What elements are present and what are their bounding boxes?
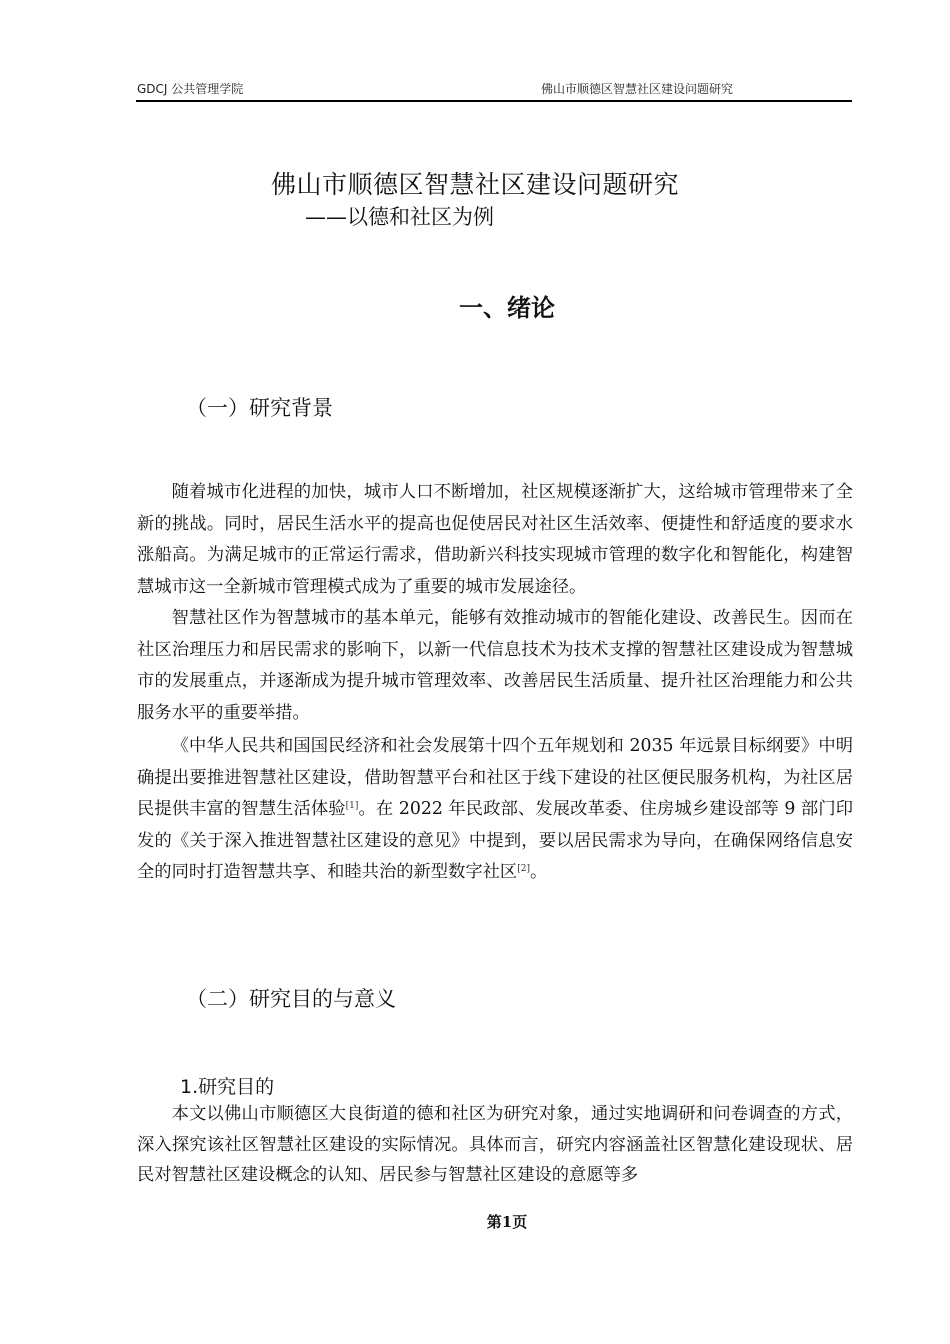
paragraph-3-text-c: 。 <box>529 862 548 882</box>
body-paragraph-4: 本文以佛山市顺德区大良街道的德和社区为研究对象，通过实地调研和问卷调查的方式，深入探究该社区智慧社区建设的实际情况。具体而言，研究内容涵盖社区智慧化建设现状、居民对智慧社区建设概念的认知、居民参与智慧社区建设的意愿等多 <box>137 1104 853 1185</box>
section-heading-background: （一）研究背景 <box>186 396 333 420</box>
section-heading-purpose: （二）研究目的与意义 <box>186 987 396 1011</box>
chapter-heading: 一、绪论 <box>459 294 555 322</box>
subsection-heading-purpose: 1.研究目的 <box>180 1076 275 1098</box>
paper-title: 佛山市顺德区智慧社区建设问题研究 <box>270 170 679 199</box>
paragraph-3-text-a: 《中华人民共和国国民经济和社会发展第十四个五年规划和 2035 年远景目标纲要》中明确提出要推进智慧社区建设，借助智慧平台和社区于线下建设的社区便民服务机构，为社区居民提供丰富的智慧生活体验 <box>137 736 853 819</box>
page-number: 第1页 <box>486 1213 528 1231</box>
paragraph-3-text-b: 。在 2022 年民政部、发展改革委、住房城乡建设部等 9 部门印发的《关于深入推进智慧社区建设的意见》中提到，要以居民需求为导向，在确保网络信息安全的同时打造智慧共享、和睦共治的新型数字社区 <box>137 799 853 882</box>
body-paragraph-1: 随着城市化进程的加快，城市人口不断增加，社区规模逐渐扩大，这给城市管理带来了全新的挑战。同时，居民生活水平的提高也促使居民对社区生活效率、便捷性和舒适度的要求水涨船高。为满足城市的正常运行需求，借助新兴科技实现城市管理的数字化和智能化，构建智慧城市这一全新城市管理模式成为了重要的城市发展途径。 <box>137 482 853 597</box>
header-institution: GDCJ 公共管理学院 <box>137 82 244 96</box>
paper-subtitle: ——以德和社区为例 <box>305 205 494 229</box>
header-running-title: 佛山市顺德区智慧社区建设问题研究 <box>541 82 734 96</box>
body-paragraph-3 <box>137 731 853 889</box>
citation-2: [2] <box>517 864 530 874</box>
body-paragraph-2: 智慧社区作为智慧城市的基本单元，能够有效推动城市的智能化建设、改善民生。因而在社区治理压力和居民需求的影响下，以新一代信息技术为技术支撑的智慧社区建设成为智慧城市的发展重点，并逐渐成为提升城市管理效率、改善居民生活质量、提升社区治理能力和公共服务水平的重要举措。 <box>137 608 853 723</box>
header-divider <box>136 100 852 102</box>
citation-1: [1] <box>345 801 359 811</box>
